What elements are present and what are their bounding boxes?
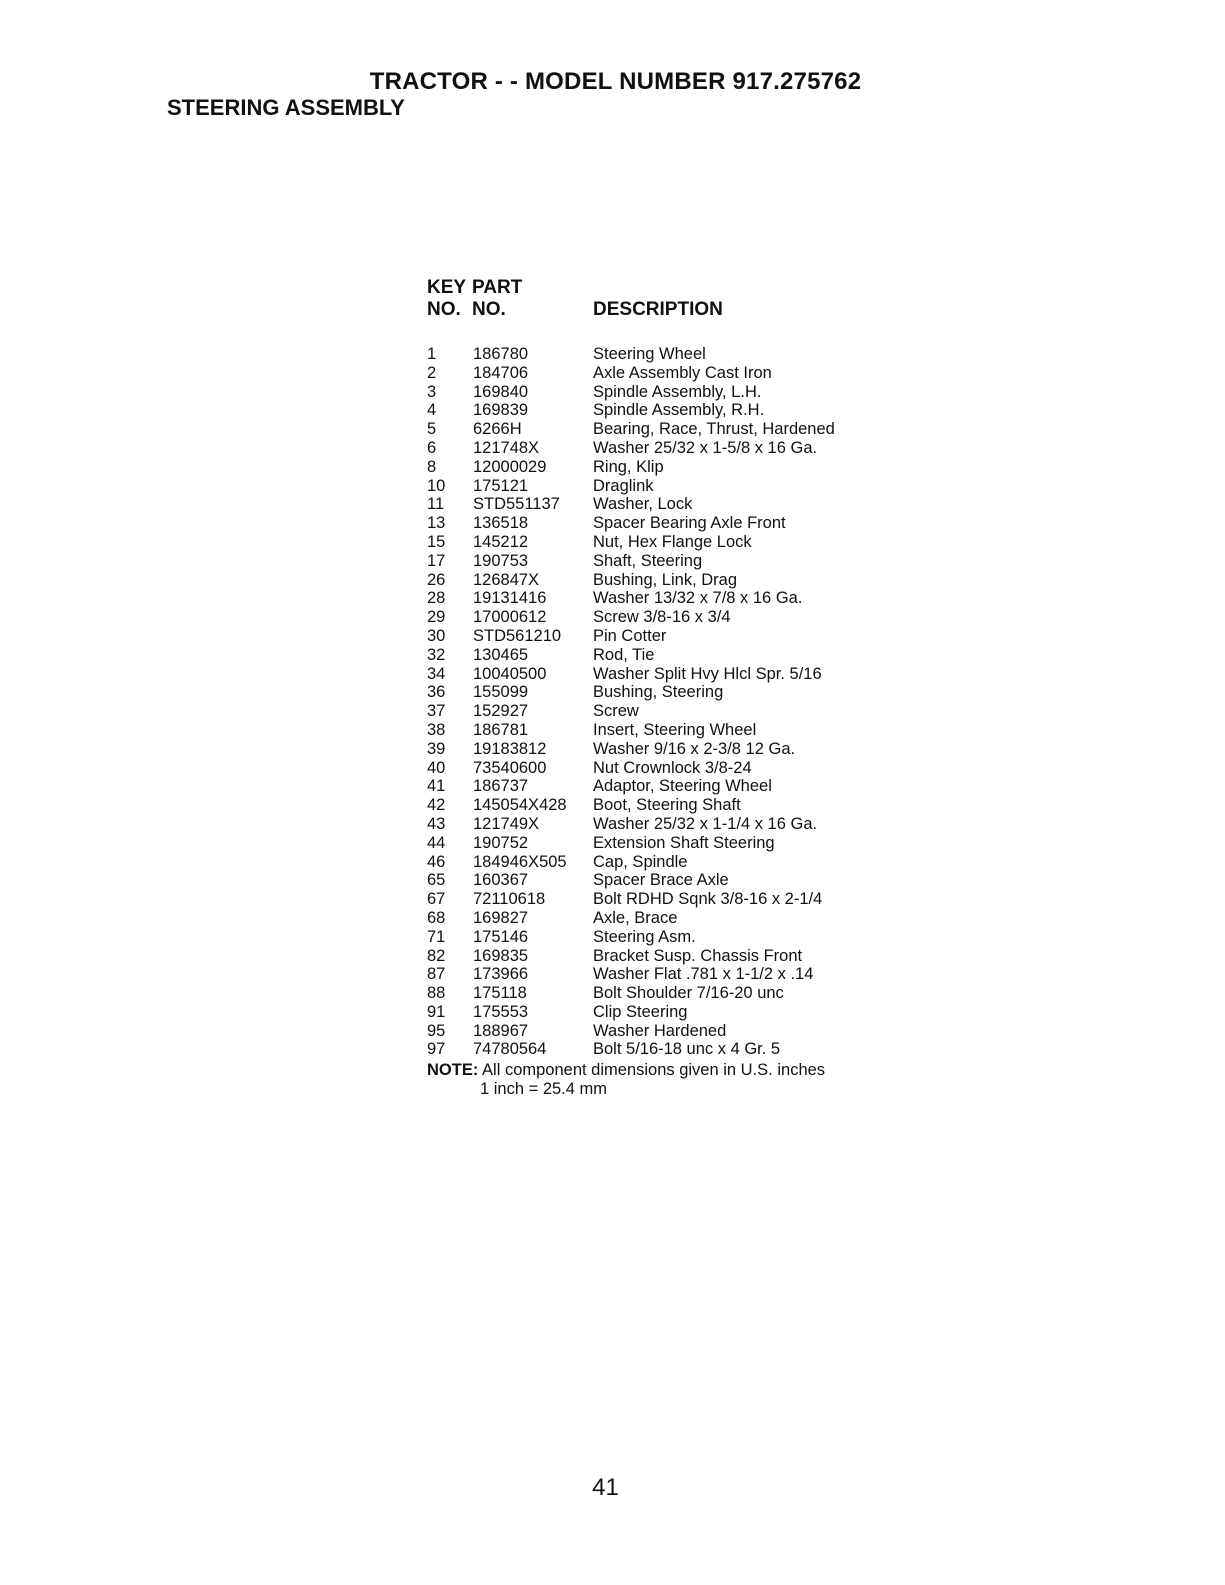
table-row <box>427 477 887 496</box>
table-row <box>427 871 887 890</box>
key-number: 28 <box>427 589 446 608</box>
parts-rows <box>427 345 887 1059</box>
part-description: Pin Cotter <box>593 626 667 645</box>
part-number: 169827 <box>473 908 529 927</box>
part-number: 190752 <box>473 833 529 852</box>
part-number: STD561210 <box>473 626 562 645</box>
part-number: 152927 <box>473 702 529 721</box>
table-row <box>427 495 887 514</box>
part-description: Spacer Bearing Axle Front <box>593 514 786 533</box>
part-number: 184946X505 <box>473 852 567 871</box>
key-number: 36 <box>427 683 446 702</box>
part-description: Spindle Assembly, R.H. <box>593 401 765 420</box>
part-description: Washer 25/32 x 1-1/4 x 16 Ga. <box>593 814 818 833</box>
page-number <box>0 1474 1225 1502</box>
note <box>427 1061 887 1099</box>
part-number: 184706 <box>473 363 529 382</box>
table-row <box>427 533 887 552</box>
table-row <box>427 608 887 627</box>
part-description: Draglink <box>593 476 654 495</box>
part-description: Shaft, Steering <box>593 551 703 570</box>
part-description: Screw <box>593 702 639 721</box>
key-number: 71 <box>427 927 446 946</box>
key-number: 43 <box>427 814 446 833</box>
part-number: 136518 <box>473 514 529 533</box>
part-description: Rod, Tie <box>593 645 655 664</box>
part-number: 10040500 <box>473 664 547 683</box>
part-description: Cap, Spindle <box>593 852 688 871</box>
part-description: Clip Steering <box>593 1002 688 1021</box>
parts-list <box>427 277 887 1099</box>
part-description: Insert, Steering Wheel <box>593 720 757 739</box>
key-number: 3 <box>427 382 437 401</box>
key-number: 40 <box>427 758 446 777</box>
part-description: Nut, Hex Flange Lock <box>593 532 752 551</box>
part-number: 6266H <box>473 420 522 439</box>
table-row <box>427 458 887 477</box>
column-header-key-line2: NO. <box>427 299 461 320</box>
key-number: 42 <box>427 796 446 815</box>
part-number: 19131416 <box>473 589 547 608</box>
key-number: 26 <box>427 570 446 589</box>
table-row <box>427 420 887 439</box>
part-description: Washer Flat .781 x 1-1/2 x .14 <box>593 965 814 984</box>
part-number: 175121 <box>473 476 529 495</box>
part-description: Steering Wheel <box>593 345 706 363</box>
key-number: 4 <box>427 401 437 420</box>
table-row <box>427 514 887 533</box>
note-line1: All component dimensions given in U.S. inches <box>482 1061 826 1080</box>
key-number: 38 <box>427 720 446 739</box>
part-description: Boot, Steering Shaft <box>593 796 741 815</box>
part-description: Adaptor, Steering Wheel <box>593 777 772 796</box>
part-description: Spacer Brace Axle <box>593 871 729 890</box>
key-number: 17 <box>427 551 446 570</box>
part-description: Washer, Lock <box>593 495 693 514</box>
table-row <box>427 646 887 665</box>
part-description: Extension Shaft Steering <box>593 833 775 852</box>
part-description: Washer Split Hvy Hlcl Spr. 5/16 <box>593 664 822 683</box>
part-description: Washer Hardened <box>593 1021 727 1040</box>
column-header-part-line2: NO. <box>472 299 506 320</box>
part-description: Bushing, Steering <box>593 683 724 702</box>
part-number: 17000612 <box>473 608 547 627</box>
part-number: 12000029 <box>473 457 547 476</box>
part-number: 175118 <box>473 984 527 1003</box>
table-row <box>427 571 887 590</box>
table-row <box>427 1040 887 1059</box>
key-number: 13 <box>427 514 446 533</box>
key-number: 8 <box>427 457 437 476</box>
key-number: 37 <box>427 702 446 721</box>
key-number: 88 <box>427 984 446 1003</box>
page-title-text: TRACTOR - - MODEL NUMBER 917.275762 <box>369 68 862 95</box>
part-description: Washer 9/16 x 2-3/8 12 Ga. <box>593 739 796 758</box>
note-label: NOTE: <box>427 1061 479 1080</box>
part-number: 145212 <box>473 532 529 551</box>
part-number: STD551137 <box>473 495 560 514</box>
column-header-description: DESCRIPTION <box>593 299 723 320</box>
part-number: 73540600 <box>473 758 547 777</box>
part-number: 173966 <box>473 965 529 984</box>
table-row <box>427 740 887 759</box>
parts-list-header <box>427 277 887 345</box>
key-number: 1 <box>427 345 437 363</box>
table-row <box>427 627 887 646</box>
part-number: 145054X428 <box>473 796 567 815</box>
table-row <box>427 984 887 1003</box>
key-number: 41 <box>427 777 446 796</box>
table-row <box>427 552 887 571</box>
key-number: 46 <box>427 852 446 871</box>
part-number: 186780 <box>473 345 529 363</box>
part-number: 121748X <box>473 438 540 457</box>
key-number: 32 <box>427 645 446 664</box>
key-number: 67 <box>427 890 446 909</box>
table-row <box>427 777 887 796</box>
part-number: 155099 <box>473 683 529 702</box>
table-row <box>427 383 887 402</box>
part-description: Bearing, Race, Thrust, Hardened <box>593 420 835 439</box>
key-number: 82 <box>427 946 446 965</box>
table-row <box>427 834 887 853</box>
column-header-key-line1: KEY <box>427 277 467 298</box>
key-number: 34 <box>427 664 446 683</box>
key-number: 15 <box>427 532 446 551</box>
table-row <box>427 965 887 984</box>
part-number: 186781 <box>473 720 529 739</box>
key-number: 11 <box>427 495 445 514</box>
key-number: 95 <box>427 1021 446 1040</box>
table-row <box>427 721 887 740</box>
part-number: 130465 <box>473 645 529 664</box>
key-number: 65 <box>427 871 446 890</box>
key-number: 91 <box>427 1002 446 1021</box>
table-row <box>427 345 887 364</box>
table-row <box>427 947 887 966</box>
part-description: Bracket Susp. Chassis Front <box>593 946 803 965</box>
key-number: 5 <box>427 420 437 439</box>
table-row <box>427 1003 887 1022</box>
key-number: 2 <box>427 363 437 382</box>
page-number-text: 41 <box>592 1474 619 1501</box>
table-row <box>427 928 887 947</box>
note-line2: 1 inch = 25.4 mm <box>480 1080 608 1099</box>
part-number: 190753 <box>473 551 529 570</box>
part-number: 126847X <box>473 570 540 589</box>
part-description: Bolt RDHD Sqnk 3/8-16 x 2-1/4 <box>593 890 823 909</box>
part-number: 169835 <box>473 946 529 965</box>
key-number: 68 <box>427 908 446 927</box>
part-description: Bushing, Link, Drag <box>593 570 737 589</box>
part-description: Bolt 5/16-18 unc x 4 Gr. 5 <box>593 1040 781 1059</box>
page-title <box>0 68 1225 96</box>
part-description: Axle, Brace <box>593 908 678 927</box>
table-row <box>427 683 887 702</box>
table-row <box>427 401 887 420</box>
part-description: Washer 25/32 x 1-5/8 x 16 Ga. <box>593 438 818 457</box>
section-title: STEERING ASSEMBLY <box>167 95 405 120</box>
table-row <box>427 853 887 872</box>
part-description: Spindle Assembly, L.H. <box>593 382 762 401</box>
key-number: 39 <box>427 739 446 758</box>
key-number: 29 <box>427 608 446 627</box>
part-description: Steering Asm. <box>593 927 696 946</box>
part-description: Bolt Shoulder 7/16-20 unc <box>593 984 784 1003</box>
table-row <box>427 759 887 778</box>
key-number: 10 <box>427 476 446 495</box>
part-number: 74780564 <box>473 1040 547 1059</box>
part-description: Nut Crownlock 3/8-24 <box>593 758 752 777</box>
part-number: 186737 <box>473 777 529 796</box>
table-row <box>427 665 887 684</box>
key-number: 6 <box>427 438 437 457</box>
table-row <box>427 589 887 608</box>
part-number: 160367 <box>473 871 529 890</box>
part-description: Washer 13/32 x 7/8 x 16 Ga. <box>593 589 803 608</box>
table-row <box>427 364 887 383</box>
part-description: Axle Assembly Cast Iron <box>593 363 772 382</box>
table-row <box>427 890 887 909</box>
part-number: 169839 <box>473 401 529 420</box>
key-number: 97 <box>427 1040 446 1059</box>
part-number: 121749X <box>473 814 540 833</box>
part-number: 175553 <box>473 1002 529 1021</box>
part-number: 19183812 <box>473 739 547 758</box>
key-number: 87 <box>427 965 446 984</box>
part-number: 188967 <box>473 1021 529 1040</box>
key-number: 30 <box>427 626 446 645</box>
part-number: 169840 <box>473 382 529 401</box>
part-description: Screw 3/8-16 x 3/4 <box>593 608 731 627</box>
table-row <box>427 909 887 928</box>
part-number: 72110618 <box>473 890 546 909</box>
table-row <box>427 439 887 458</box>
table-row <box>427 796 887 815</box>
column-header-part-line1: PART <box>472 277 523 298</box>
part-number: 175146 <box>473 927 529 946</box>
table-row <box>427 702 887 721</box>
part-description: Ring, Klip <box>593 457 664 476</box>
key-number: 44 <box>427 833 446 852</box>
table-row <box>427 1022 887 1041</box>
table-row <box>427 815 887 834</box>
